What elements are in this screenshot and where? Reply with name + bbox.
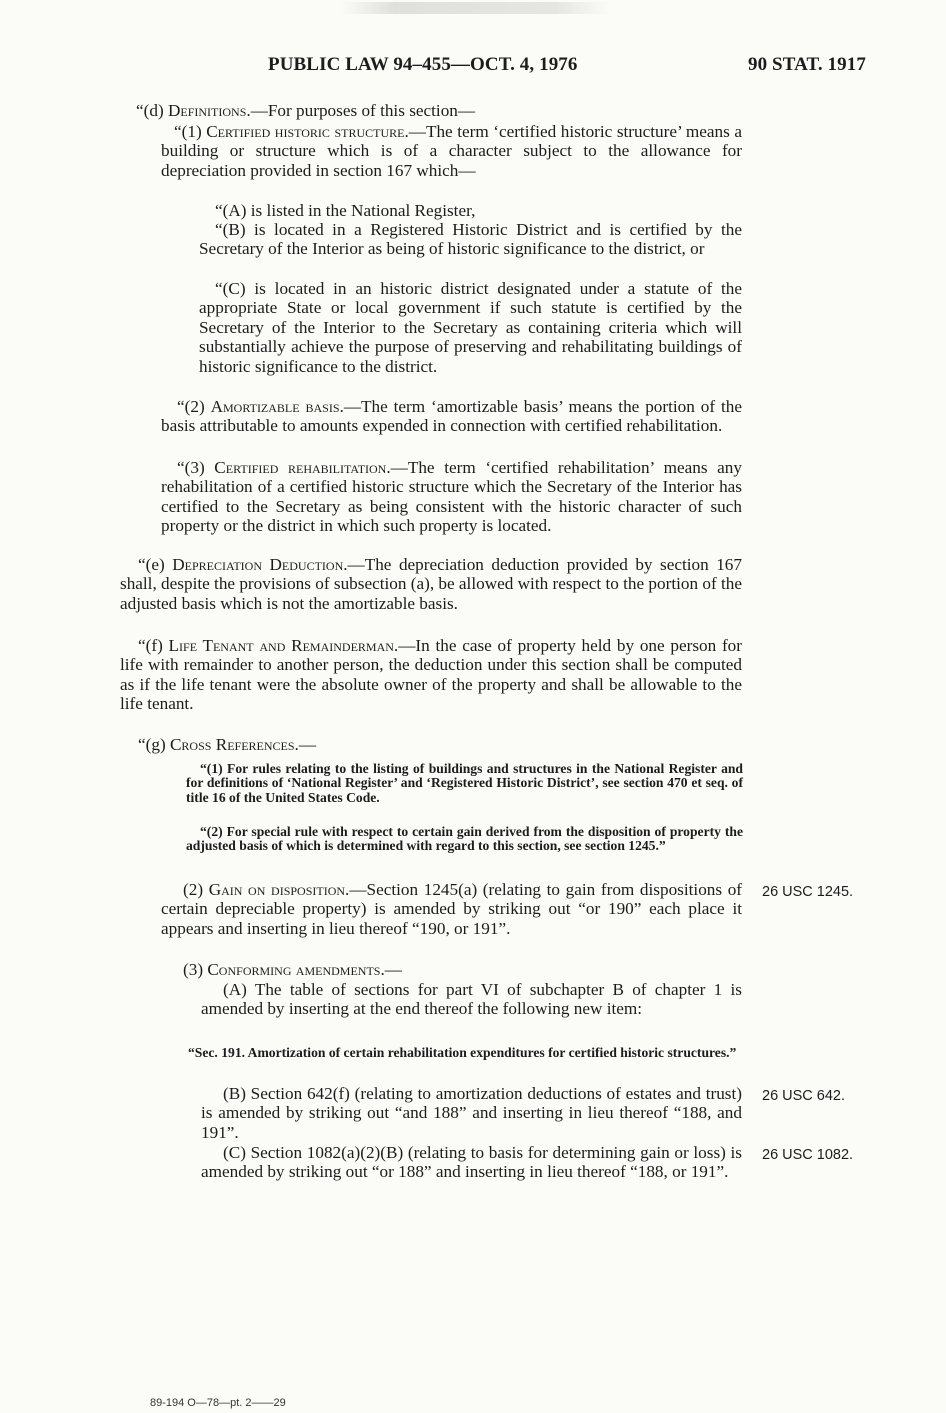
margin-note-26-usc-1082: 26 USC 1082. (762, 1147, 854, 1163)
cross-reference-1: “(1) For rules relating to the listing of buildings and structures in the National Register and for definitions of ‘National Register’ and ‘Registered Historic District’, see section 470 et seq. of title 16 of the United States Code. (186, 761, 743, 805)
paragraph-3-conforming-amendments: (3) Conforming amendments.— (183, 960, 402, 979)
subparagraph-3C: (C) Section 1082(a)(2)(B) (relating to basis for determining gain or loss) is amended by striking out “or 188” and inserting in lieu thereof “188, or 191”. (201, 1143, 742, 1182)
subsection-d: “(d) Definitions.—For purposes of this section— (136, 101, 476, 120)
subparagraph-d1B: “(B) is located in a Registered Historic District and is certified by the Secretary of the Interior as being of historic significance to the district, or (199, 220, 742, 259)
bleed-through-artifact (340, 2, 610, 14)
subparagraph-3A: (A) The table of sections for part VI of subchapter B of chapter 1 is amended by inserting at the end thereof the following new item: (201, 980, 742, 1019)
paragraph-d2: “(2) Amortizable basis.—The term ‘amortizable basis’ means the portion of the basis attributable to amounts expended in connection with certified rehabilitation. (161, 397, 742, 436)
subsection-f: “(f) Life Tenant and Remainderman.—In the case of property held by one person for life with remainder to another person, the deduction under this section shall be computed as if the life tenant were the absolute owner of the property and shall be allowable to the life tenant. (120, 636, 742, 714)
new-section-item-191: “Sec. 191. Amortization of certain rehabilitation expenditures for certified historic structures.” (188, 1045, 737, 1060)
printing-footer: 89-194 O—78—pt. 2——29 (150, 1397, 286, 1409)
running-head-title: PUBLIC LAW 94–455—OCT. 4, 1976 (268, 54, 578, 75)
subsection-g: “(g) Cross References.— (138, 735, 317, 754)
cross-reference-2: “(2) For special rule with respect to certain gain derived from the disposition of property the adjusted basis of which is determined with regard to this section, see section 1245.” (186, 824, 743, 854)
subsection-e: “(e) Depreciation Deduction.—The depreciation deduction provided by section 167 shall, despite the provisions of subsection (a), be allowed with respect to the portion of the adjusted basis which is not the amortizable basis. (120, 555, 742, 613)
subparagraph-d1C: “(C) is located in an historic district designated under a statute of the appropriate State or local government if such statute is certified by the Secretary of the Interior to the Secretary as containing criteria which will substantially achieve the purpose of preserving and rehabilitating buildings of historic significance to the district. (199, 279, 742, 376)
margin-note-26-usc-642: 26 USC 642. (762, 1088, 846, 1104)
paragraph-2-gain-on-disposition: (2) Gain on disposition.—Section 1245(a) (relating to gain from dispositions of certain depreciable property) is amended by striking out “or 190” each place it appears and inserting in lieu thereof “190, or 191”. (161, 880, 743, 938)
margin-note-26-usc-1245: 26 USC 1245. (762, 884, 854, 900)
running-head-stat-page: 90 STAT. 1917 (748, 54, 866, 75)
paragraph-d1: “(1) Certified historic structure.—The term ‘certified historic structure’ means a building or structure which is of a character subject to the allowance for depreciation provided in section 167 which— (161, 122, 742, 180)
subparagraph-3B: (B) Section 642(f) (relating to amortization deductions of estates and trust) is amended by striking out “and 188” and inserting in lieu thereof “188, and 191”. (201, 1084, 742, 1142)
paragraph-d3: “(3) Certified rehabilitation.—The term ‘certified rehabilitation’ means any rehabilitation of a certified historic structure which the Secretary of the Interior has certified to the Secretary as being consistent with the historic character of such property or the district in which such property is located. (161, 458, 742, 536)
subparagraph-d1A: “(A) is listed in the National Register, (215, 201, 476, 220)
